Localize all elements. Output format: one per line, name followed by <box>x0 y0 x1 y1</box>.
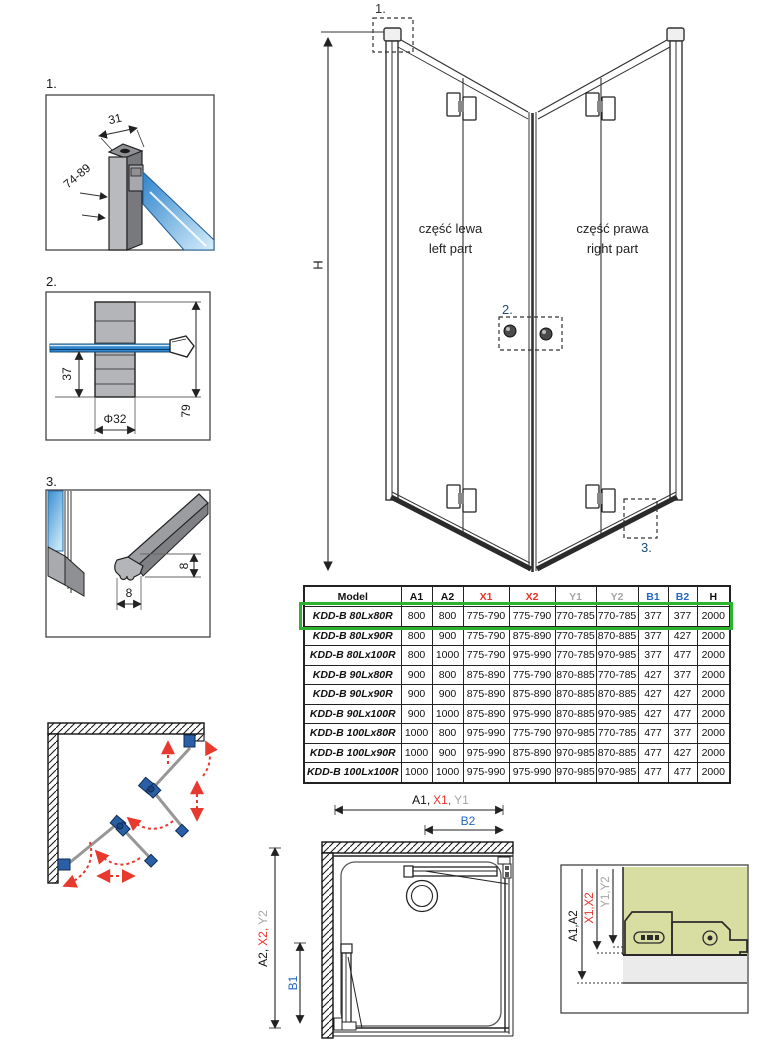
column-header: A1 <box>401 586 432 607</box>
value-cell: 875-890 <box>463 685 509 705</box>
value-cell: 2000 <box>697 626 730 646</box>
column-header: X2 <box>509 586 555 607</box>
value-cell: 427 <box>638 704 668 724</box>
header-row <box>304 586 730 607</box>
value-cell: 427 <box>638 685 668 705</box>
value-cell: 800 <box>432 665 463 685</box>
value-cell: 377 <box>638 607 668 627</box>
column-header: B2 <box>668 586 697 607</box>
value-cell: 2000 <box>697 607 730 627</box>
value-cell: 775-790 <box>463 607 509 627</box>
value-cell: 800 <box>401 607 432 627</box>
value-cell: 427 <box>638 665 668 685</box>
value-cell: 2000 <box>697 646 730 666</box>
value-cell: 1000 <box>432 704 463 724</box>
value-cell: 970-985 <box>596 704 638 724</box>
value-cell: 875-890 <box>509 685 555 705</box>
model-cell: KDD-B 100Lx100R <box>304 763 401 783</box>
left-part-label: część lewa left part <box>418 221 483 256</box>
value-cell: 875-890 <box>463 665 509 685</box>
value-cell: 800 <box>432 724 463 744</box>
plan-dim-b2: B2 <box>460 814 476 828</box>
value-cell: 477 <box>668 763 697 783</box>
motion-arrows <box>64 742 210 886</box>
plan-dim-b1: B1 <box>286 975 300 991</box>
value-cell: 377 <box>638 646 668 666</box>
value-cell: 875-890 <box>463 704 509 724</box>
dim-8-height: 8 <box>177 562 191 570</box>
value-cell: 970-985 <box>596 763 638 783</box>
model-cell: KDD-B 80Lx100R <box>304 646 401 666</box>
value-cell: 970-985 <box>555 743 596 763</box>
value-cell: 900 <box>401 665 432 685</box>
value-cell: 970-985 <box>596 646 638 666</box>
value-cell: 477 <box>668 704 697 724</box>
value-cell: 1000 <box>432 763 463 783</box>
value-cell: 1000 <box>401 743 432 763</box>
value-cell: 477 <box>638 763 668 783</box>
dim-37: 37 <box>60 367 74 381</box>
dim-79: 79 <box>179 404 193 418</box>
main-enclosure-drawing <box>321 18 684 572</box>
column-header: Y2 <box>596 586 638 607</box>
model-cell: KDD-B 90Lx90R <box>304 685 401 705</box>
table-row <box>304 763 730 783</box>
column-header: H <box>697 586 730 607</box>
value-cell: 800 <box>401 626 432 646</box>
plan-dim-left: A2,X2,Y2 <box>256 910 270 967</box>
section-dim-x: X1,X2 <box>584 892 596 924</box>
value-cell: 775-790 <box>463 626 509 646</box>
model-cell: KDD-B 100Lx90R <box>304 743 401 763</box>
value-cell: 870-885 <box>555 685 596 705</box>
value-cell: 870-885 <box>596 626 638 646</box>
value-cell: 900 <box>432 743 463 763</box>
model-cell: KDD-B 80Lx80R <box>304 607 401 627</box>
table-row <box>304 626 730 646</box>
value-cell: 775-790 <box>509 607 555 627</box>
column-header: B1 <box>638 586 668 607</box>
value-cell: 975-990 <box>463 724 509 744</box>
table-row <box>304 724 730 744</box>
value-cell: 1000 <box>401 763 432 783</box>
plan-view <box>269 805 513 1038</box>
value-cell: 770-785 <box>596 724 638 744</box>
value-cell: 2000 <box>697 743 730 763</box>
value-cell: 427 <box>668 743 697 763</box>
value-cell: 975-990 <box>509 704 555 724</box>
value-cell: 800 <box>401 646 432 666</box>
value-cell: 970-985 <box>555 724 596 744</box>
model-cell: KDD-B 100Lx80R <box>304 724 401 744</box>
spec-table-container <box>303 585 731 784</box>
value-cell: 1000 <box>401 724 432 744</box>
model-cell: KDD-B 90Lx100R <box>304 704 401 724</box>
callout-3: 3. <box>641 540 652 555</box>
value-cell: 477 <box>638 724 668 744</box>
value-cell: 377 <box>668 607 697 627</box>
value-cell: 975-990 <box>463 763 509 783</box>
callout-1: 1. <box>375 1 386 16</box>
value-cell: 770-785 <box>555 646 596 666</box>
value-cell: 770-785 <box>555 607 596 627</box>
value-cell: 770-785 <box>596 665 638 685</box>
dim-8-width: 8 <box>125 586 133 600</box>
detail-3-number: 3. <box>46 474 57 489</box>
dim-31: 31 <box>106 110 124 128</box>
table-row <box>304 704 730 724</box>
value-cell: 975-990 <box>509 646 555 666</box>
table-row <box>304 743 730 763</box>
knob-icon <box>504 325 552 340</box>
detail-2-number: 2. <box>46 274 57 289</box>
value-cell: 2000 <box>697 763 730 783</box>
value-cell: 1000 <box>432 646 463 666</box>
value-cell: 2000 <box>697 724 730 744</box>
dim-phi32: Φ32 <box>103 412 127 426</box>
dim-74-89: 74-89 <box>60 160 94 192</box>
value-cell: 875-890 <box>509 626 555 646</box>
value-cell: 770-785 <box>555 626 596 646</box>
column-header: A2 <box>432 586 463 607</box>
value-cell: 900 <box>432 685 463 705</box>
column-header: Model <box>304 586 401 607</box>
value-cell: 2000 <box>697 704 730 724</box>
detail-1-number: 1. <box>46 76 57 91</box>
spec-table <box>303 585 731 784</box>
value-cell: 975-990 <box>463 743 509 763</box>
right-part-label: część prawa right part <box>576 221 649 256</box>
value-cell: 377 <box>638 626 668 646</box>
table-row <box>304 607 730 627</box>
detail-2-drawing <box>46 292 210 440</box>
value-cell: 900 <box>401 685 432 705</box>
column-header: X1 <box>463 586 509 607</box>
value-cell: 377 <box>668 665 697 685</box>
value-cell: 770-785 <box>596 607 638 627</box>
value-cell: 800 <box>432 607 463 627</box>
value-cell: 900 <box>432 626 463 646</box>
model-cell: KDD-B 90Lx80R <box>304 665 401 685</box>
value-cell: 870-885 <box>596 685 638 705</box>
dim-H: H <box>310 260 326 270</box>
plan-dim-top: A1, X1, Y1 <box>412 793 469 807</box>
section-dim-y: Y1,Y2 <box>600 876 612 908</box>
value-cell: 870-885 <box>596 743 638 763</box>
value-cell: 970-985 <box>555 763 596 783</box>
value-cell: 477 <box>638 743 668 763</box>
value-cell: 427 <box>668 626 697 646</box>
value-cell: 2000 <box>697 665 730 685</box>
value-cell: 775-790 <box>509 665 555 685</box>
value-cell: 775-790 <box>509 724 555 744</box>
value-cell: 875-890 <box>509 743 555 763</box>
value-cell: 2000 <box>697 685 730 705</box>
value-cell: 775-790 <box>463 646 509 666</box>
hinge-icon <box>447 93 615 512</box>
section-dim-a: A1,A2 <box>568 910 580 942</box>
section-view <box>561 865 748 1013</box>
value-cell: 870-885 <box>555 665 596 685</box>
table-row <box>304 665 730 685</box>
column-header: Y1 <box>555 586 596 607</box>
table-row <box>304 685 730 705</box>
model-cell: KDD-B 80Lx90R <box>304 626 401 646</box>
value-cell: 870-885 <box>555 704 596 724</box>
value-cell: 477 <box>668 646 697 666</box>
value-cell: 900 <box>401 704 432 724</box>
value-cell: 377 <box>668 724 697 744</box>
table-row <box>304 646 730 666</box>
folding-schematic <box>48 723 210 886</box>
callout-2: 2. <box>502 302 513 317</box>
value-cell: 975-990 <box>509 763 555 783</box>
value-cell: 427 <box>668 685 697 705</box>
pivot-hinge-icon <box>58 735 195 870</box>
